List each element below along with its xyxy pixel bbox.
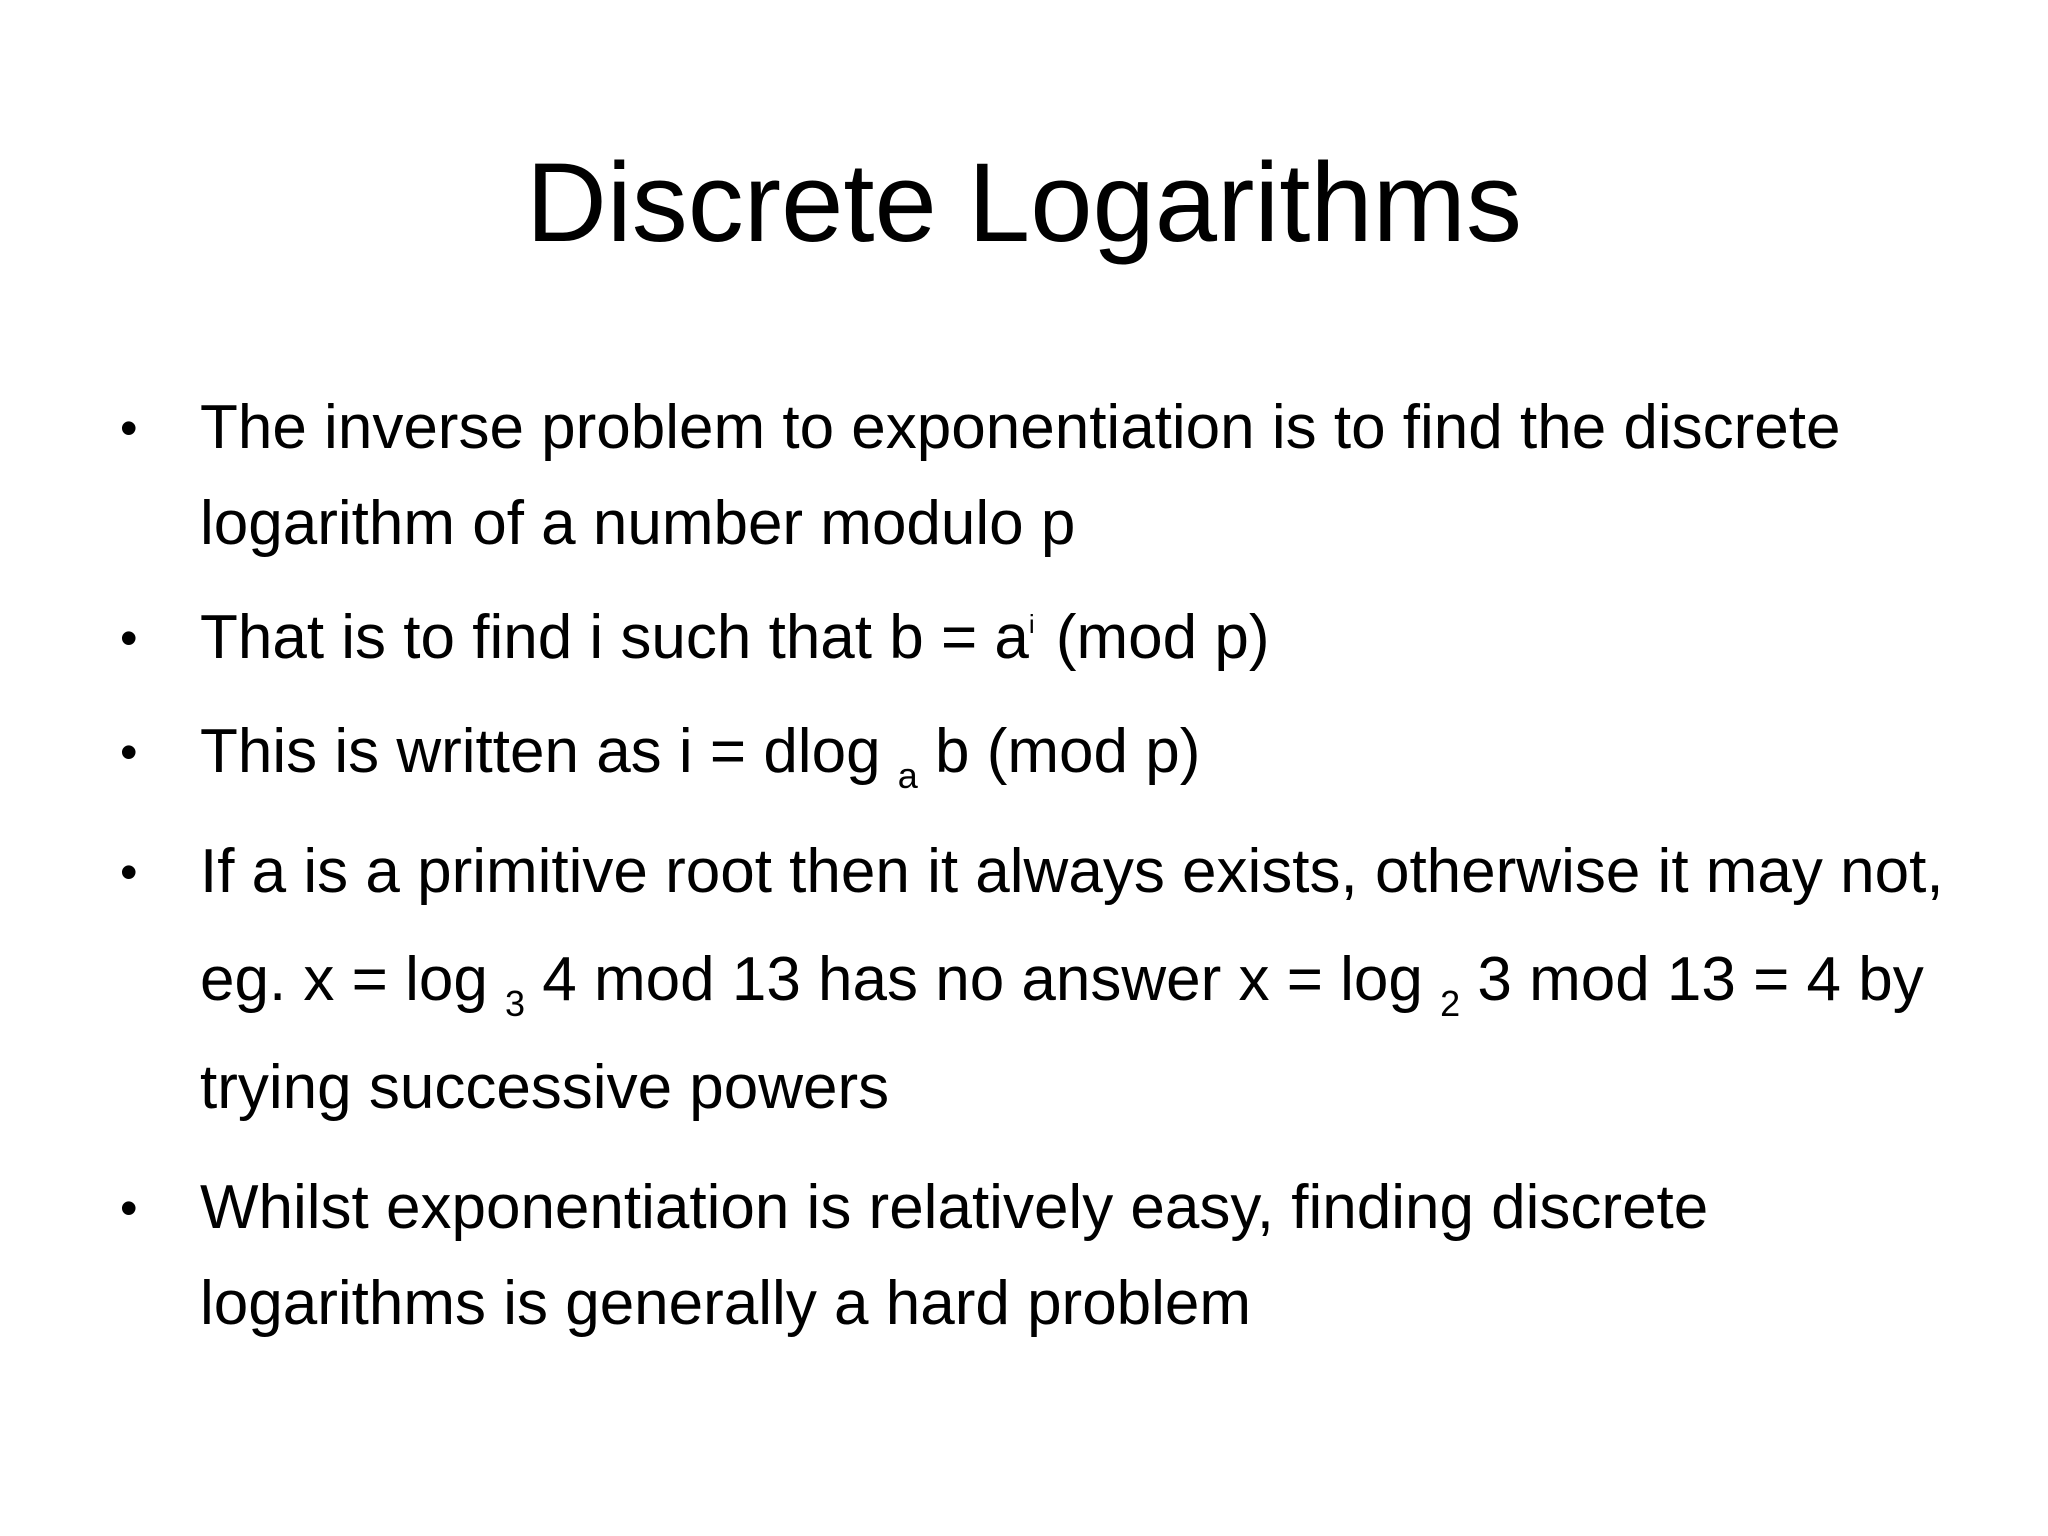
bullet-item <box>120 818 1960 1142</box>
bullet-dot: • <box>120 1180 138 1236</box>
subscript: 3 <box>505 983 526 1025</box>
bullet-item <box>120 704 1960 800</box>
bullet-text: The inverse problem to exponentiation is to find the discrete logarithm of a number modulo p <box>200 393 1841 558</box>
superscript: i <box>1028 609 1035 640</box>
bullet-item <box>120 590 1960 686</box>
bullet-dot: • <box>120 400 138 456</box>
bullet-text: Whilst exponentiation is relatively easy, finding discrete logarithms is generally a hard problem <box>200 1173 1709 1338</box>
bullet-text: b (mod p) <box>917 717 1201 786</box>
bullet-dot: • <box>120 844 138 900</box>
slide-title: Discrete Logarithms <box>526 140 1522 265</box>
bullet-list <box>120 380 1960 1370</box>
subscript: a <box>897 755 918 797</box>
bullet-text: If a is a primitive root then it always exists, otherwise it may not, eg. x = log <box>200 837 1944 1014</box>
bullet-text: 4 mod 13 has no answer x = log <box>525 945 1441 1014</box>
bullet-dot: • <box>120 610 138 666</box>
bullet-text: This is written as i = dlog <box>200 717 898 786</box>
bullet-item <box>120 380 1960 572</box>
bullet-item <box>120 1160 1960 1352</box>
subscript: 2 <box>1440 983 1461 1025</box>
bullet-dot: • <box>120 724 138 780</box>
bullet-text: (mod p) <box>1038 603 1270 672</box>
bullet-text: 3 mod 13 = 4 by trying successive powers <box>200 945 1924 1122</box>
bullet-text: That is to find i such that b = a <box>200 603 1029 672</box>
